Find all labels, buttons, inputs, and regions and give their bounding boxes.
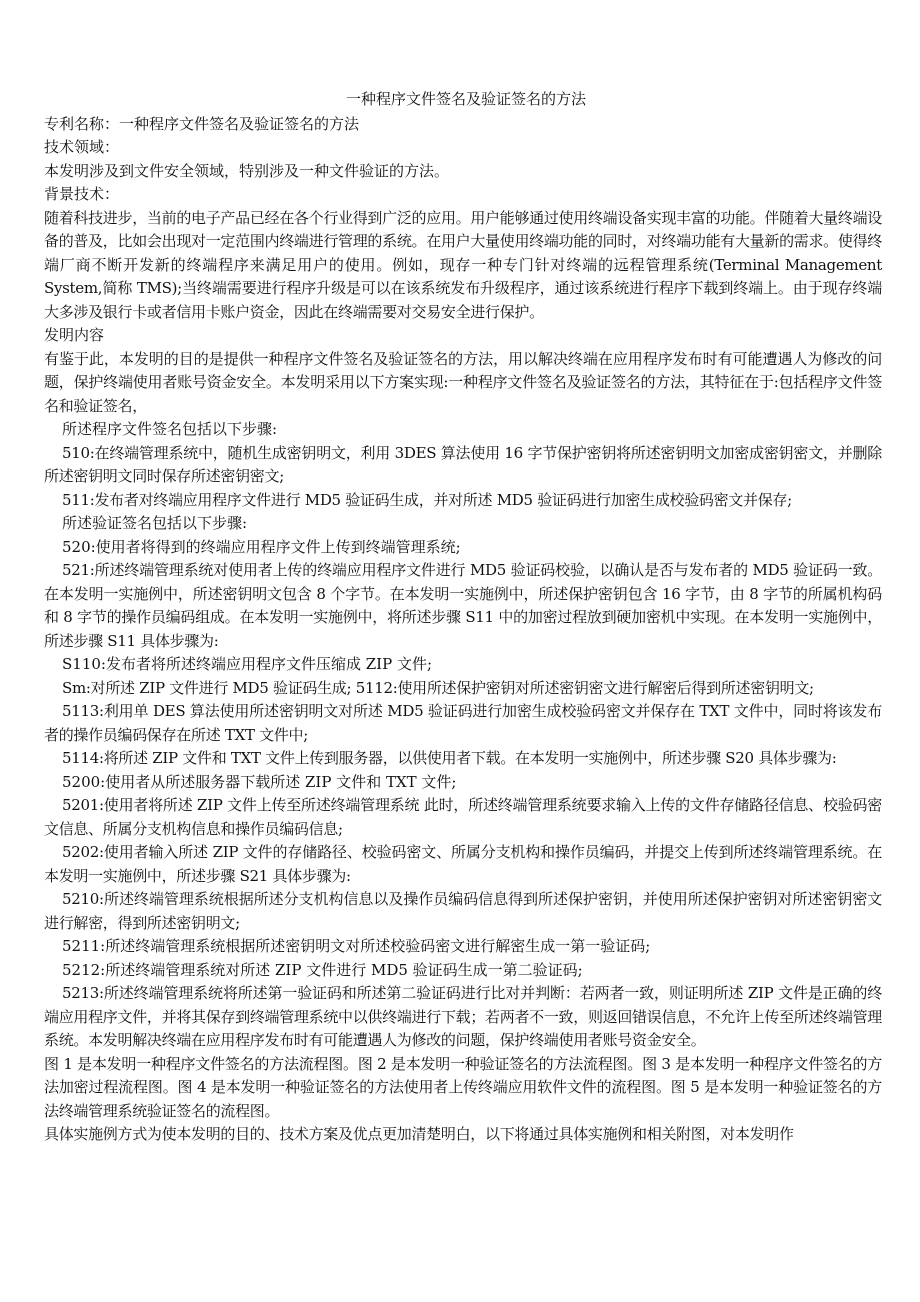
tech-field-heading: 技术领域： [44, 138, 120, 156]
step-511: 511:发布者对终端应用程序文件进行 MD5 验证码生成，并对所述 MD5 验证码进行加密生成校验码密文并保存; [62, 490, 792, 509]
tech-field-text: 本发明涉及到文件安全领域，特别涉及一种文件验证的方法。 [44, 161, 450, 180]
step-5201: 5201:使用者将所述 ZIP 文件上传至所述终端管理系统 此时，所述终端管理系统要求输入上传的文件存储路径信息、校验码密文信息、所属分支机构信息和操作员编码信息; [44, 796, 882, 838]
document-page [44, 88, 882, 1147]
invention-heading: 发明内容 [44, 326, 105, 344]
step-5212: 5212:所述终端管理系统对所述 ZIP 文件进行 MD5 验证码生成一第二验证码; [62, 960, 583, 979]
step-5113: 5113:利用单 DES 算法使用所述密钥明文对所述 MD5 验证码进行加密生成校验码密文并保存在 TXT 文件中，同时将该发布者的操作员编码保存在所述 TXT 文件中; [44, 702, 882, 744]
verify-steps-heading: 所述验证签名包括以下步骤: [62, 514, 248, 532]
step-5202: 5202:使用者输入所述 ZIP 文件的存储路径、校验码密文、所属分支机构和操作员编码，并提交上传到所述终端管理系统。在本发明一实施例中，所述步骤 S21 具体步骤为: [44, 843, 882, 885]
embodiment-text: 具体实施例方式为使本发明的目的、技术方案及优点更加清楚明白，以下将通过具体实施例和相关附图，对本发明作 [44, 1125, 794, 1143]
step-s110: S110:发布者将所述终端应用程序文件压缩成 ZIP 文件; [62, 655, 432, 673]
background-text: 随着科技进步，当前的电子产品已经在各个行业得到广泛的应用。用户能够通过使用终端设备实现丰富的功能。伴随着大量终端设备的普及，比如会出现对一定范围内终端进行管理的系统。在用户大量使用终端功能的同时，对终端功能有大量新的需求。使得终端厂商不断开发新的终端程序来满足用户的使用。例如，现存一种专门针对终端的远程管理系统(Terminal Management System,简称 TMS);当终端需要进行程序升级是可以在该系统发布升级程序，通过该系统进行程序下载到终端上。由于现存终端大多涉及银行卡或者信用卡账户资金，因此在终端需要对交易安全进行保护。 [44, 208, 882, 321]
sign-steps-heading: 所述程序文件签名包括以下步骤: [62, 420, 278, 438]
step-520: 520:使用者将得到的终端应用程序文件上传到终端管理系统; [62, 537, 461, 556]
document-title: 一种程序文件签名及验证签名的方法 [345, 90, 586, 108]
step-5210: 5210:所述终端管理系统根据所述分支机构信息以及操作员编码信息得到所述保护密钥，并使用所述保护密钥对所述密钥密文进行解密，得到所述密钥明文; [44, 890, 882, 932]
invention-text: 有鉴于此，本发明的目的是提供一种程序文件签名及验证签名的方法，用以解决终端在应用程序发布时有可能遭遇人为修改的问题，保护终端使用者账号资金安全。本发明采用以下方案实现:一种程序文件签名及验证签名的方法，其特征在于:包括程序文件签名和验证签名， [44, 349, 882, 415]
step-5114: 5114:将所述 ZIP 文件和 TXT 文件上传到服务器，以供使用者下载。在本发明一实施例中，所述步骤 S20 具体步骤为: [62, 749, 837, 767]
step-5211: 5211:所述终端管理系统根据所述密钥明文对所述校验码密文进行解密生成一第一验证码; [62, 937, 651, 955]
patent-name: 专利名称：一种程序文件签名及验证签名的方法 [44, 114, 360, 133]
step-sm: Sm:对所述 ZIP 文件进行 MD5 验证码生成; 5112:使用所述保护密钥对所述密钥密文进行解密后得到所述密钥明文; [62, 678, 814, 697]
step-5200: 5200:使用者从所述服务器下载所述 ZIP 文件和 TXT 文件; [62, 772, 457, 791]
figures-text: 图 1 是本发明一种程序文件签名的方法流程图。图 2 是本发明一种验证签名的方法流程图。图 3 是本发明一种程序文件签名的方法加密过程流程图。图 4 是本发明一种验证签名的方法使用者上传终端应用软件文件的流程图。图 5 是本发明一种验证签名的方法终端管理系统验证签名的流程图。 [44, 1054, 882, 1120]
step-510: 510:在终端管理系统中，随机生成密钥明文，利用 3DES 算法使用 16 字节保护密钥将所述密钥明文加密成密钥密文，并删除所述密钥明文同时保存所述密钥密文; [44, 443, 882, 485]
step-5213: 5213:所述终端管理系统将所述第一验证码和所述第二验证码进行比对并判断：若两者一致，则证明所述 ZIP 文件是正确的终端应用程序文件，并将其保存到终端管理系统中以供终端进行下载；若两者不一致，则返回错误信息，不允许上传至所述终端管理系统。本发明解决终端在应用程序发布时有可能遭遇人为修改的问题，保护终端使用者账号资金安全。 [44, 984, 882, 1049]
step-521: 521:所述终端管理系统对使用者上传的终端应用程序文件进行 MD5 验证码校验，以确认是否与发布者的 MD5 验证码一致。在本发明一实施例中，所述密钥明文包含 8 个字节。在本发明一实施例中，所述保护密钥包含 16 字节，由 8 字节的所属机构码和 8 字节的操作员编码组成。在本发明一实施例中，将所述步骤 S11 中的加密过程放到硬加密机中实现。在本发明一实施例中，所述步骤 S11 具体步骤为: [44, 561, 882, 650]
background-heading: 背景技术： [44, 185, 120, 203]
